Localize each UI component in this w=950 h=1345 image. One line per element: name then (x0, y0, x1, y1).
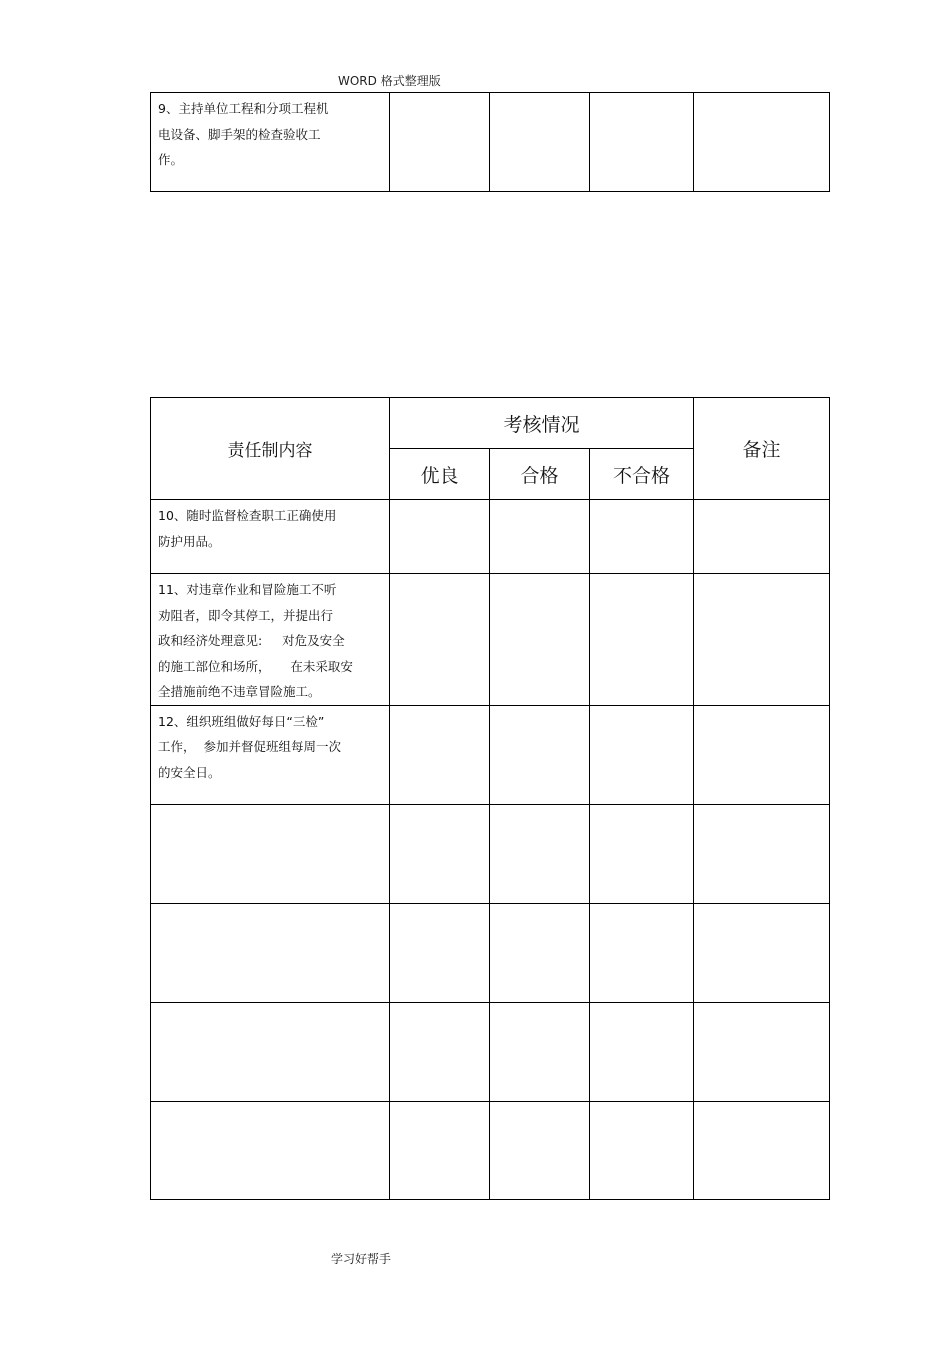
table-row (151, 574, 830, 706)
fail-column-header: 不合格 (590, 449, 694, 500)
responsibility-content-cell: 12、组织班组做好每日“三检” 工作， 参加并督促班组每周一次 的安全日。 (151, 705, 390, 804)
fail-cell (590, 93, 694, 192)
remarks-cell (694, 903, 830, 1002)
pass-cell (490, 903, 590, 1002)
responsibility-content-cell (151, 903, 390, 1002)
table-row (151, 804, 830, 903)
pass-cell (490, 804, 590, 903)
responsibility-content-cell: 9、主持单位工程和分项工程机 电设备、脚手架的检查验收工 作。 (151, 93, 390, 192)
page-footer: 学习好帮手 (331, 1252, 392, 1266)
remarks-cell (694, 93, 830, 192)
excellent-cell (390, 903, 490, 1002)
remarks-cell (694, 1002, 830, 1101)
fail-cell (590, 903, 694, 1002)
responsibility-assessment-table (150, 397, 830, 1200)
table-header-row (151, 398, 830, 449)
pass-cell (490, 705, 590, 804)
remarks-cell (694, 500, 830, 574)
fail-cell (590, 705, 694, 804)
table-row (151, 500, 830, 574)
content-column-header: 责任制内容 (151, 398, 390, 500)
remarks-cell (694, 705, 830, 804)
responsibility-table-continued (150, 92, 830, 192)
table-row (151, 1002, 830, 1101)
remarks-cell (694, 804, 830, 903)
table-row (151, 903, 830, 1002)
table-row (151, 1101, 830, 1199)
responsibility-content-cell (151, 1002, 390, 1101)
excellent-cell (390, 500, 490, 574)
pass-cell (490, 93, 590, 192)
remarks-cell (694, 1101, 830, 1199)
excellent-cell (390, 93, 490, 192)
responsibility-content-cell (151, 1101, 390, 1199)
excellent-cell (390, 1101, 490, 1199)
excellent-column-header: 优良 (390, 449, 490, 500)
excellent-cell (390, 705, 490, 804)
fail-cell (590, 1002, 694, 1101)
remarks-column-header: 备注 (694, 398, 830, 500)
fail-cell (590, 1101, 694, 1199)
table-row (151, 93, 830, 192)
fail-cell (590, 804, 694, 903)
responsibility-content-cell: 10、随时监督检查职工正确使用 防护用品。 (151, 500, 390, 574)
fail-cell (590, 574, 694, 706)
excellent-cell (390, 1002, 490, 1101)
pass-cell (490, 500, 590, 574)
page-header: WORD 格式整理版 (338, 74, 441, 88)
excellent-cell (390, 574, 490, 706)
fail-cell (590, 500, 694, 574)
responsibility-content-cell (151, 804, 390, 903)
pass-cell (490, 574, 590, 706)
pass-cell (490, 1101, 590, 1199)
pass-cell (490, 1002, 590, 1101)
table-row (151, 705, 830, 804)
responsibility-content-cell: 11、对违章作业和冒险施工不听 劝阻者，即令其停工，并提出行 政和经济处理意见: 对危及安全 的施工部位和场所， 在未采取安 全措施前绝不违章冒险施工。 (151, 574, 390, 706)
remarks-cell (694, 574, 830, 706)
pass-column-header: 合格 (490, 449, 590, 500)
excellent-cell (390, 804, 490, 903)
assessment-column-header: 考核情况 (390, 398, 694, 449)
